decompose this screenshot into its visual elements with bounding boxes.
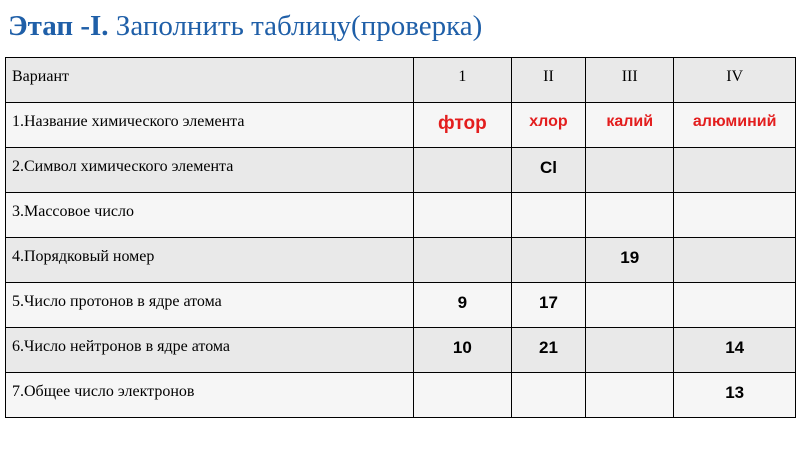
table-cell: Cl: [511, 148, 585, 193]
row-label: 3.Массовое число: [6, 193, 414, 238]
table-cell: [586, 328, 674, 373]
table-cell: 9: [413, 283, 511, 328]
row-label: 5.Число протонов в ядре атома: [6, 283, 414, 328]
header-variant: Вариант: [6, 58, 414, 103]
element-name-cell: алюминий: [674, 103, 796, 148]
table-cell: [413, 148, 511, 193]
row-label: 4.Порядковый номер: [6, 238, 414, 283]
table-cell: [511, 373, 585, 418]
table-header-row: [6, 58, 796, 103]
table-cell: 14: [674, 328, 796, 373]
table-cell: [674, 193, 796, 238]
elements-table: [5, 57, 796, 418]
table-cell: [511, 193, 585, 238]
slide-title: [8, 10, 482, 43]
header-variant-2: II: [511, 58, 585, 103]
table-row: [6, 283, 796, 328]
table-cell: 10: [413, 328, 511, 373]
table-cell: 13: [674, 373, 796, 418]
row-label: 6.Число нейтронов в ядре атома: [6, 328, 414, 373]
table-cell: [413, 193, 511, 238]
table-row: [6, 148, 796, 193]
element-name-cell: фтор: [413, 103, 511, 148]
table-row: [6, 373, 796, 418]
table-cell: [511, 238, 585, 283]
element-name-cell: хлор: [511, 103, 585, 148]
table-cell: [674, 238, 796, 283]
table-cell: [586, 373, 674, 418]
header-variant-3: III: [586, 58, 674, 103]
element-name-cell: калий: [586, 103, 674, 148]
table-row: [6, 328, 796, 373]
table-cell: 21: [511, 328, 585, 373]
table-row: [6, 103, 796, 148]
table-cell: [586, 193, 674, 238]
table-cell: [586, 148, 674, 193]
title-text: Заполнить таблицу(проверка): [108, 10, 483, 42]
table-row: [6, 193, 796, 238]
table-cell: [413, 238, 511, 283]
table-cell: [674, 148, 796, 193]
header-variant-1: 1: [413, 58, 511, 103]
row-label: 2.Символ химического элемента: [6, 148, 414, 193]
table-cell: [586, 283, 674, 328]
table-cell: 17: [511, 283, 585, 328]
row-label: 7.Общее число электронов: [6, 373, 414, 418]
row-label: 1.Название химического элемента: [6, 103, 414, 148]
table-cell: 19: [586, 238, 674, 283]
title-stage: Этап -I.: [8, 10, 109, 42]
header-variant-4: IV: [674, 58, 796, 103]
table-cell: [413, 373, 511, 418]
table-cell: [674, 283, 796, 328]
table-row: [6, 238, 796, 283]
